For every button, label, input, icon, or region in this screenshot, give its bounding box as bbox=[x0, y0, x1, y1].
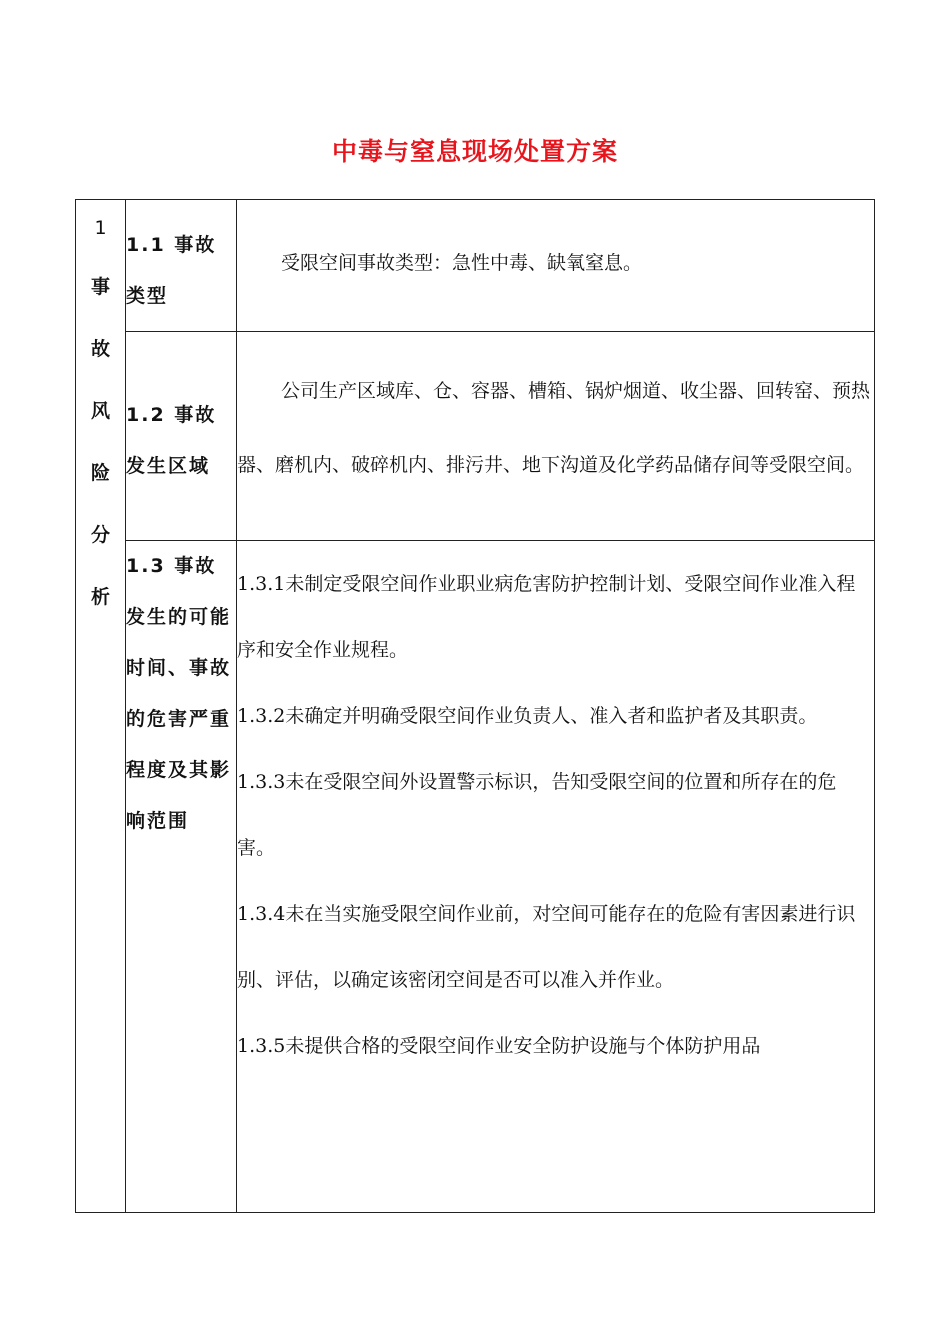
row-content bbox=[237, 541, 875, 1213]
paragraph: 受限空间事故类型：急性中毒、缺氧窒息。 bbox=[281, 252, 643, 274]
table-row bbox=[76, 541, 875, 1213]
paragraph: 1.3.3未在受限空间外设置警示标识，告知受限空间的位置和所存在的危害。 bbox=[237, 771, 837, 859]
paragraph: 1.3.1未制定受限空间作业职业病危害防护控制计划、受限空间作业准入程序和安全作业规程。 bbox=[237, 573, 856, 661]
row-label: 1.2 事故发生区域 bbox=[126, 332, 237, 541]
section-char: 险 bbox=[90, 462, 110, 484]
section-number: 1 bbox=[94, 217, 107, 239]
table-row bbox=[76, 332, 875, 541]
row-content bbox=[237, 332, 875, 541]
document-title: 中毒与窒息现场处置方案 bbox=[331, 137, 618, 166]
paragraph: 公司生产区域库、仓、容器、槽箱、锅炉烟道、收尘器、回转窑、预热器、磨机内、破碎机内、排污井、地下沟道及化学药品储存间等受限空间。 bbox=[237, 380, 871, 476]
row-label: 1.3 事故发生的可能时间、事故的危害严重程度及其影响范围 bbox=[126, 541, 237, 1213]
section-char: 析 bbox=[90, 586, 110, 608]
paragraph: 1.3.5未提供合格的受限空间作业安全防护设施与个体防护用品 bbox=[237, 1035, 761, 1057]
paragraph: 1.3.2未确定并明确受限空间作业负责人、准入者和监护者及其职责。 bbox=[237, 705, 818, 727]
plan-table bbox=[75, 199, 875, 1213]
row-content bbox=[237, 200, 875, 332]
row-label: 1.1 事故类型 bbox=[126, 200, 237, 332]
section-char: 故 bbox=[90, 338, 110, 360]
section-char: 风 bbox=[90, 400, 110, 422]
section-char: 事 bbox=[90, 276, 110, 298]
section-char: 分 bbox=[90, 524, 110, 546]
section-label bbox=[76, 200, 126, 1213]
paragraph: 1.3.4未在当实施受限空间作业前，对空间可能存在的危险有害因素进行识别、评估，以确定该密闭空间是否可以准入并作业。 bbox=[237, 903, 856, 991]
table-row bbox=[76, 200, 875, 332]
